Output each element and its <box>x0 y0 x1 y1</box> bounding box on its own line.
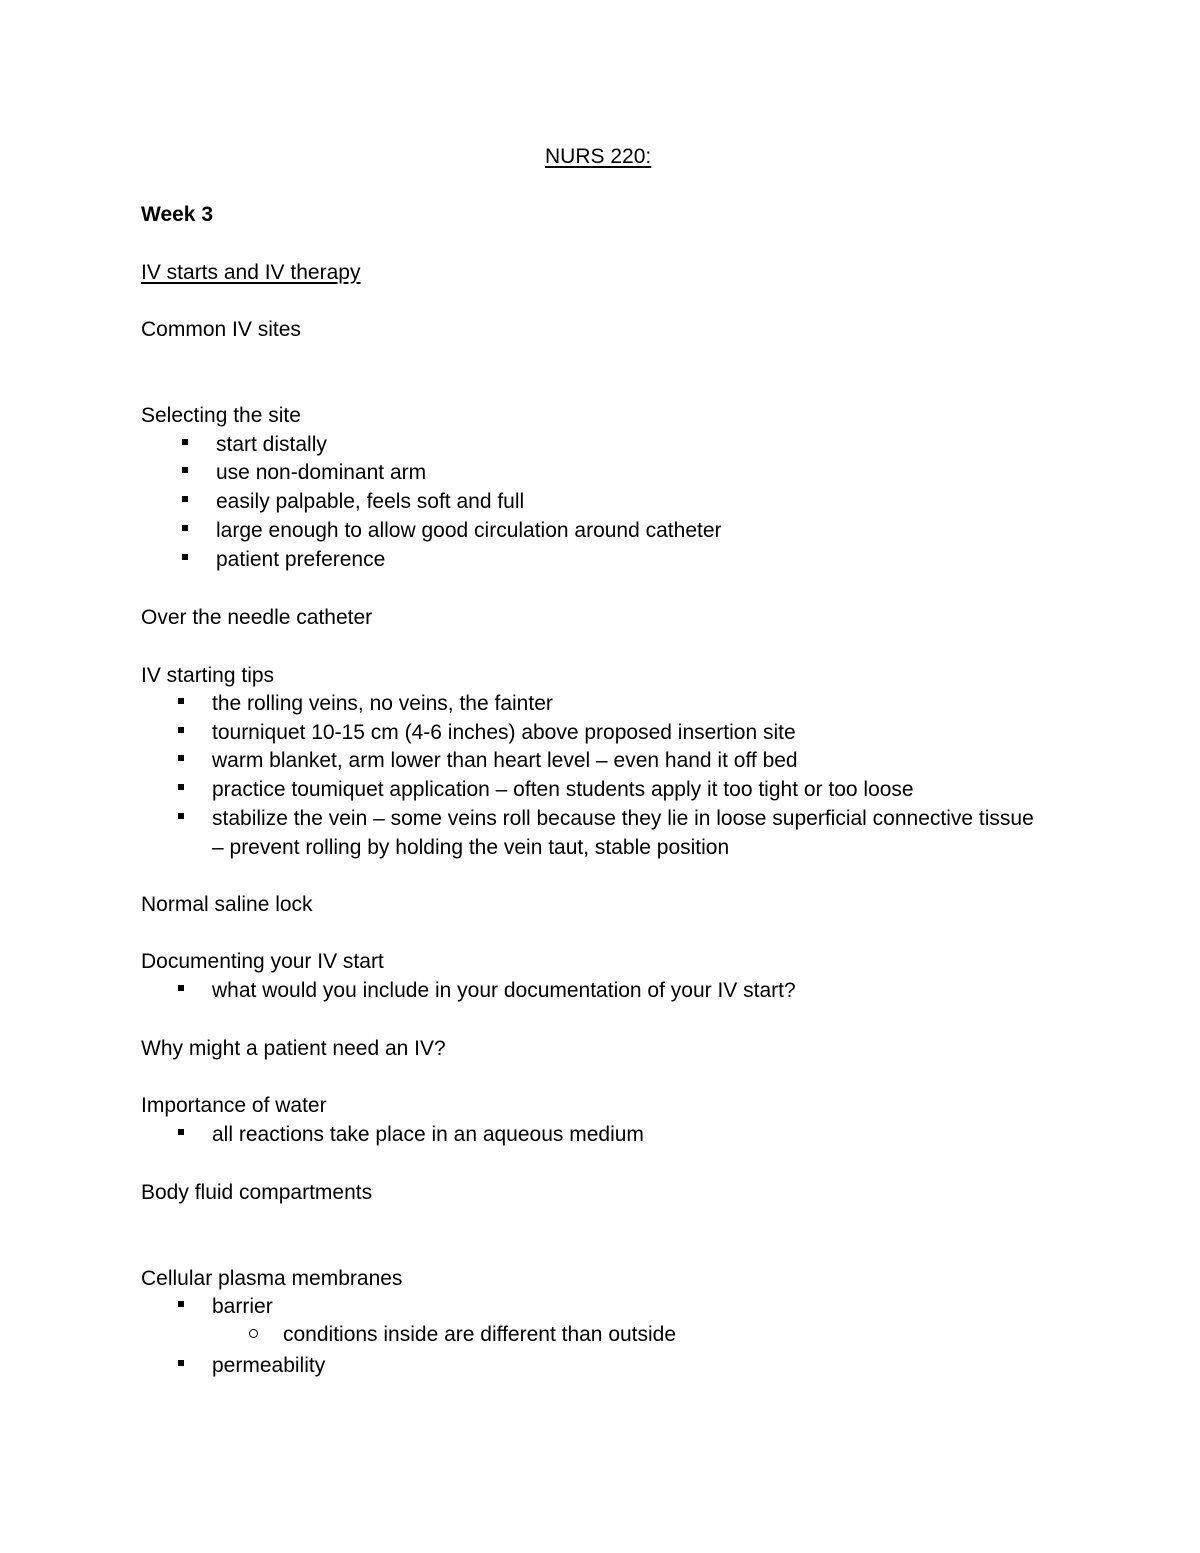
section-heading-over-needle: Over the needle catheter <box>141 606 373 629</box>
list-item: practice toumiquet application – often students apply it too tight or too loose <box>212 778 914 801</box>
section-heading-why-iv: Why might a patient need an IV? <box>141 1037 446 1060</box>
list-item: permeability <box>212 1354 326 1377</box>
week-label: Week 3 <box>141 203 213 226</box>
list-item: use non-dominant arm <box>216 461 427 484</box>
bullet-icon <box>182 525 188 531</box>
bullet-icon <box>178 985 184 991</box>
section-heading-compartments: Body fluid compartments <box>141 1181 373 1204</box>
bullet-icon <box>178 813 184 819</box>
section-heading-saline-lock: Normal saline lock <box>141 893 313 916</box>
bullet-icon <box>182 554 188 560</box>
list-item: large enough to allow good circulation around catheter <box>216 519 722 542</box>
topic-heading: IV starts and IV therapy <box>141 261 361 284</box>
document-title: NURS 220: <box>545 145 652 168</box>
list-item: start distally <box>216 433 327 456</box>
sub-bullet-circle-icon <box>249 1329 258 1338</box>
list-item: barrier <box>212 1295 273 1318</box>
bullet-icon <box>182 496 188 502</box>
bullet-icon <box>182 439 188 445</box>
list-item: tourniquet 10-15 cm (4-6 inches) above proposed insertion site <box>212 721 796 744</box>
bullet-icon <box>182 467 188 473</box>
list-item: the rolling veins, no veins, the fainter <box>212 692 553 715</box>
section-heading-membranes: Cellular plasma membranes <box>141 1267 403 1290</box>
bullet-icon <box>178 1301 184 1307</box>
bullet-icon <box>178 784 184 790</box>
list-item: all reactions take place in an aqueous medium <box>212 1123 644 1146</box>
list-item: what would you include in your documentation of your IV start? <box>212 979 796 1002</box>
bullet-icon <box>178 727 184 733</box>
bullet-icon <box>178 755 184 761</box>
sub-list-item: conditions inside are different than outside <box>283 1323 677 1346</box>
section-heading-starting-tips: IV starting tips <box>141 664 275 687</box>
section-heading-documenting: Documenting your IV start <box>141 950 384 973</box>
list-item-continuation: – prevent rolling by holding the vein taut, stable position <box>212 836 730 859</box>
list-item: easily palpable, feels soft and full <box>216 490 525 513</box>
bullet-icon <box>178 1129 184 1135</box>
section-heading-water: Importance of water <box>141 1094 327 1117</box>
bullet-icon <box>178 698 184 704</box>
bullet-icon <box>178 1360 184 1366</box>
section-heading-common-sites: Common IV sites <box>141 318 301 341</box>
list-item: patient preference <box>216 548 386 571</box>
section-heading-selecting-site: Selecting the site <box>141 404 301 427</box>
list-item: stabilize the vein – some veins roll because they lie in loose superficial connective tissue <box>212 807 1034 830</box>
list-item: warm blanket, arm lower than heart level – even hand it off bed <box>212 749 798 772</box>
